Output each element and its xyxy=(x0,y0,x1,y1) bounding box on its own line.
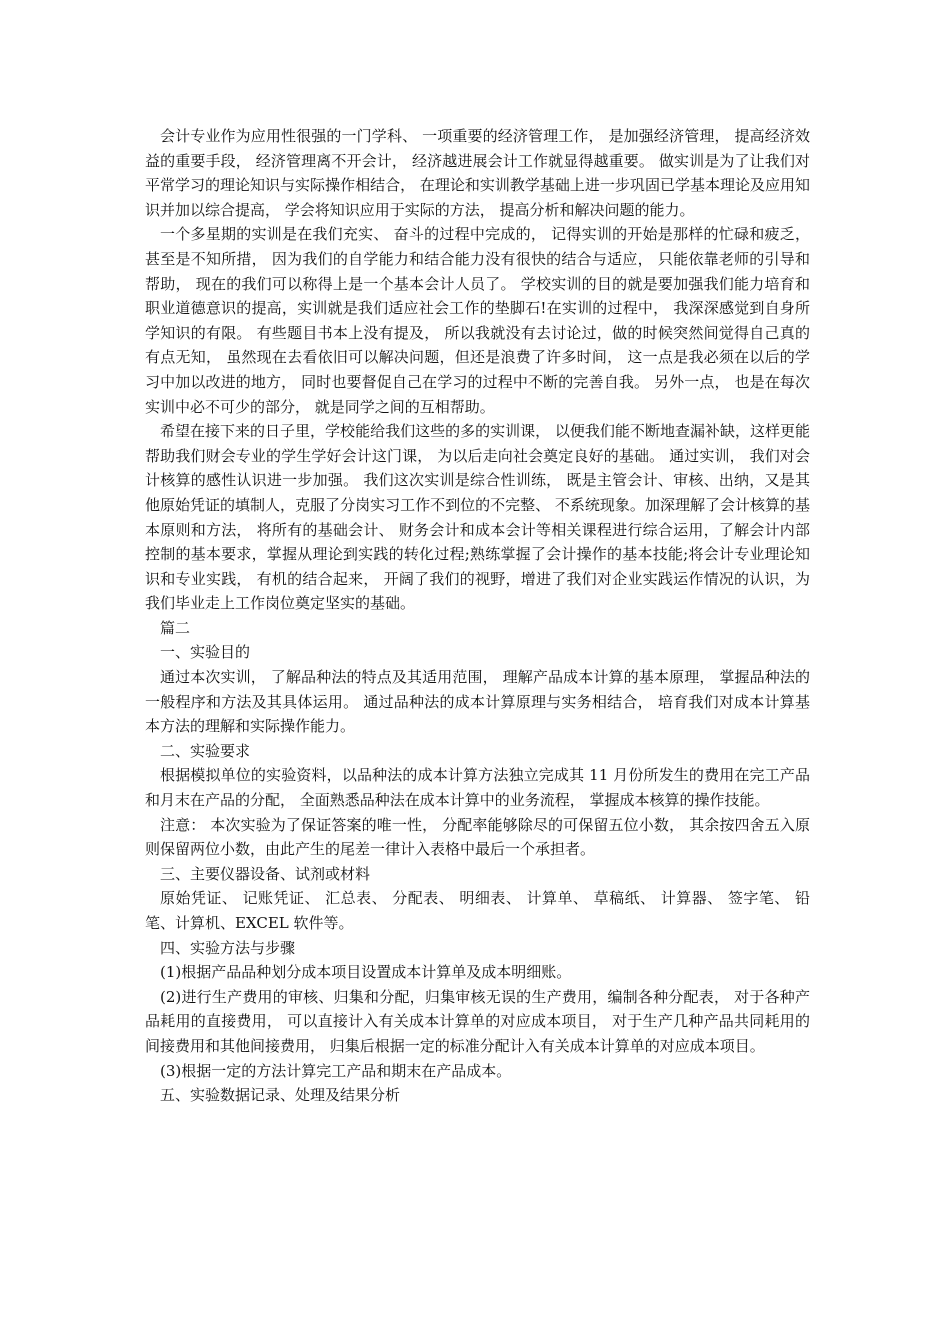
paragraph-experiment-purpose: 通过本次实训， 了解品种法的特点及其适用范围， 理解产品成本计算的基本原理， 掌握品种法的一般程序和方法及其具体运用。 通过品种法的成本计算原理与实务相结合， 培育我们对成本计算基本方法的理解和实际操作能力。 xyxy=(145,668,810,736)
paragraph-step-1: (1)根据产品品种划分成本项目设置成本计算单及成本明细账。 xyxy=(160,963,572,982)
paragraph-step-3: (3)根据一定的方法计算完工产品和期末在产品成本。 xyxy=(160,1061,512,1080)
heading-data-analysis: 五、实验数据记录、处理及结果分析 xyxy=(160,1086,401,1105)
document-body xyxy=(145,124,810,1108)
heading-methods: 四、实验方法与步骤 xyxy=(160,938,296,957)
paragraph-experiment-requirements: 根据模拟单位的实验资料，以品种法的成本计算方法独立完成其 11 月份所发生的费用在完工产品和月末在产品的分配， 全面熟悉品种法在成本计算中的业务流程， 掌握成本核算的操作技能。 xyxy=(145,766,810,810)
paragraph-note: 注意： 本次实验为了保证答案的唯一性， 分配率能够除尽的可保留五位小数， 其余按四舍五入原则保留两位小数，由此产生的尾差一律计入表格中最后一个承担者。 xyxy=(145,815,810,859)
heading-experiment-requirements: 二、实验要求 xyxy=(160,741,251,760)
paragraph-training-week: 一个多星期的实训是在我们充实、 奋斗的过程中完成的， 记得实训的开始是那样的忙碌和疲乏， 甚至是不知所措， 因为我们的自学能力和结合能力没有很快的结合与适应， 只能依靠老师的引导和帮助， 现在的我们可以称得上是一个基本会计人员了。 学校实训的目的就是要加强我们能力培育和职业道德意识的提高，实训就是我们适应社会工作的垫脚石!在实训的过程中， 我深深感觉到自身所学知识的有限。 有些题目书本上没有提及， 所以我就没有去讨论过，做的时候突然间觉得自己真的有点无知， 虽然现在去看依旧可以解决问题，但还是浪费了许多时间， 这一点是我必须在以后的学习中加以改进的地方， 同时也要督促自己在学习的过程中不断的完善自我。 另外一点， 也是在每次实训中必不可少的部分， 就是同学之间的互相帮助。 xyxy=(145,225,810,416)
paragraph-hope: 希望在接下来的日子里，学校能给我们这些的多的实训课， 以便我们能不断地查漏补缺，这样更能帮助我们财会专业的学生学好会计这门课， 为以后走向社会奠定良好的基础。 通过实训， 我们对会计核算的感性认识进一步加强。 我们这次实训是综合性训练， 既是主管会计、审核、出纳，又是其他原始凭证的填制人，克服了分岗实习工作不到位的不完整、 不系统现象。加深理解了会计核算的基本原则和方法， 将所有的基础会计、 财务会计和成本会计等相关课程进行综合运用，了解会计内部控制的基本要求，掌握从理论到实践的转化过程;熟练掌握了会计操作的基本技能;将会计专业理论知识和专业实践， 有机的结合起来， 开阔了我们的视野，增进了我们对企业实践运作情况的认识，为我们毕业走上工作岗位奠定坚实的基础。 xyxy=(145,422,810,613)
paragraph-equipment: 原始凭证、 记账凭证、 汇总表、 分配表、 明细表、 计算单、 草稿纸、 计算器、 签字笔、 铅笔、计算机、EXCEL 软件等。 xyxy=(145,889,810,932)
paragraph-intro: 会计专业作为应用性很强的一门学科、 一项重要的经济管理工作， 是加强经济管理， 提高经济效益的重要手段， 经济管理离不开会计， 经济越进展会计工作就显得越重要。 做实训是为了让我们对平常学习的理论知识与实际操作相结合， 在理论和实训教学基础上进一步巩固已学基本理论及应用知识并加以综合提高， 学会将知识应用于实际的方法， 提高分析和解决问题的能力。 xyxy=(145,127,810,219)
heading-experiment-purpose: 一、实验目的 xyxy=(160,643,251,662)
paragraph-step-2: (2)进行生产费用的审核、归集和分配，归集审核无误的生产费用，编制各种分配表， 对于各种产品耗用的直接费用， 可以直接计入有关成本计算单的对应成本项目， 对于生产几种产品共同耗用的间接费用和其他间接费用， 归集后根据一定的标准分配计入有关成本计算单的对应成本项目。 xyxy=(145,987,810,1055)
heading-equipment: 三、主要仪器设备、试剂或材料 xyxy=(160,864,371,883)
section-label-part-two: 篇二 xyxy=(160,618,191,637)
